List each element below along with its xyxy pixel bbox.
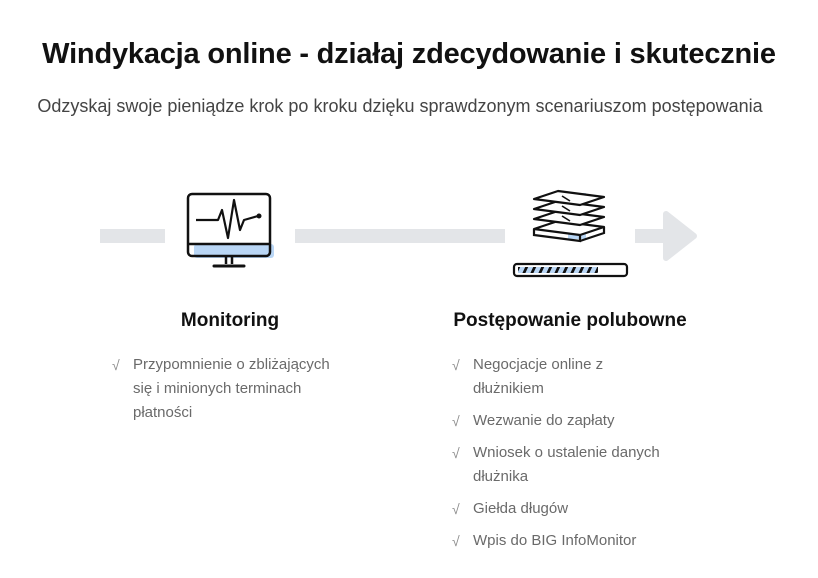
check-icon: √ bbox=[452, 501, 460, 517]
check-icon: √ bbox=[112, 357, 120, 373]
monitor-heartbeat-icon bbox=[184, 190, 280, 272]
flow-arrow-icon bbox=[660, 210, 700, 262]
page-subtitle: Odzyskaj swoje pieniądze krok po kroku dzięku sprawdzonym scenariuszom postępowania bbox=[37, 96, 763, 116]
step-list-amicable bbox=[452, 353, 677, 561]
list-item: √ Giełda długów bbox=[452, 497, 677, 521]
check-icon: √ bbox=[452, 533, 460, 549]
check-icon: √ bbox=[452, 357, 460, 373]
step-title-amicable: Postępowanie polubowne bbox=[453, 310, 687, 331]
page-title: Windykacja online - działaj zdecydowanie i skutecznie bbox=[42, 38, 776, 70]
flow-bar-start bbox=[100, 229, 165, 243]
list-item: √ Wpis do BIG InfoMonitor bbox=[452, 529, 677, 553]
check-icon: √ bbox=[452, 413, 460, 429]
step-list-monitoring bbox=[112, 353, 347, 433]
check-icon: √ bbox=[452, 445, 460, 461]
money-stack-icon bbox=[528, 185, 610, 247]
flow-bar-middle bbox=[295, 229, 505, 243]
list-item: √ Negocjacje online z dłużnikiem bbox=[452, 353, 677, 401]
list-item: √ Przypomnienie o zbliżających się i minionych terminach płatności bbox=[112, 353, 347, 425]
progress-stripe-icon bbox=[512, 261, 630, 279]
list-item: √ Wniosek o ustalenie danych dłużnika bbox=[452, 441, 677, 489]
list-item: √ Wezwanie do zapłaty bbox=[452, 409, 677, 433]
step-title-monitoring: Monitoring bbox=[180, 310, 280, 331]
